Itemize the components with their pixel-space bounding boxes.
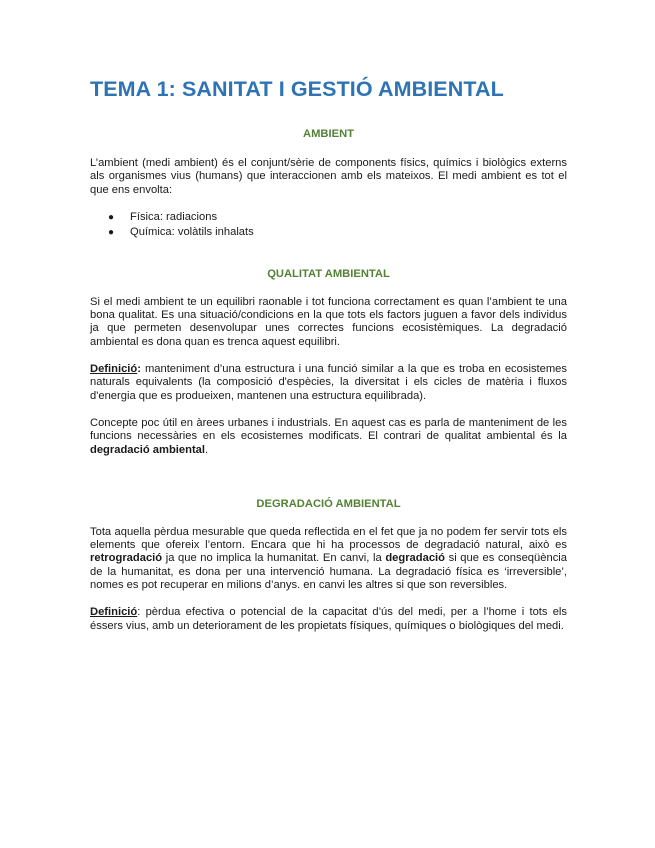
section-heading-degradacio: DEGRADACIÓ AMBIENTAL xyxy=(256,497,401,510)
qualitat-paragraph: Si el medi ambient te un equilibri raonable i tot funciona correctament es quan l’ambient te una bona qualitat. Es una situació/condicions en la que tots els factors juguen a favor dels individus ja que permeten desenvolupar unes correctes funcions ecosistèmiques. La degradació ambiental es dona quan es trenca aquest equilibri. xyxy=(90,295,567,348)
ambient-bullet-list xyxy=(90,210,567,241)
definition-text: manteniment d’una estructura i una funció similar a la que es troba en ecosistemes naturals equivalents (la composició d'espècies, la diversitat i els cicles de matèria i fluxos d'energia que es produeixen, mantenen una estructura equilibrada). xyxy=(90,363,567,402)
paragraph-text: Concepte poc útil en àrees urbanes i industrials. En aquest cas es parla de manteniment de les funcions necessàries en els ecosistemes modificats. El contrari de qualitat ambiental és la xyxy=(90,416,567,443)
definition-label: Definició xyxy=(90,606,138,619)
definition-text: : pèrdua efectiva o potencial de la capacitat d’ús del medi, per a l’home i tots els éssers vius, amb un deteriorament de les propietats físiques, químiques o biològiques del medi. xyxy=(90,606,567,632)
list-item xyxy=(108,225,567,241)
section-heading-ambient: AMBIENT xyxy=(303,128,354,140)
list-item-text: Física: radiacions xyxy=(130,210,218,223)
page-title: TEMA 1: SANITAT I GESTIÓ AMBIENTAL xyxy=(90,77,504,101)
definition-colon: : xyxy=(137,363,141,376)
paragraph-text-end: . xyxy=(205,443,209,456)
bullet-icon: ● xyxy=(108,227,115,239)
ambient-paragraph: L’ambient (medi ambient) és el conjunt/sèrie de components físics, químics i biològics externs als organismes vius (humans) que interaccionen amb els mateixos. El medi ambient es tot el que ens envolta: xyxy=(90,157,567,196)
paragraph-text: ja que no implica la humanitat. En canvi, la xyxy=(162,552,386,565)
definition-label: Definició xyxy=(90,363,138,376)
bold-term: degradació xyxy=(385,552,445,565)
degradacio-paragraph xyxy=(90,526,567,592)
bold-term: retrogradació xyxy=(90,552,163,565)
section-heading-qualitat: QUALITAT AMBIENTAL xyxy=(267,267,390,280)
degradacio-definition xyxy=(90,606,567,633)
list-item xyxy=(108,210,567,226)
qualitat-urban-paragraph xyxy=(90,417,567,457)
list-item-text: Química: volàtils inhalats xyxy=(130,226,254,239)
paragraph-text: Tota aquella pèrdua mesurable que queda reflectida en el fet que ja no podem fer servir tots els elements que ofereix l’entorn. Encara que hi ha processos de degradació natural, això es xyxy=(90,525,567,552)
paragraph-text: si que es conseqüència de la humanitat, es dona per una intervenció humana. La degradació física es ‘irreversible’, nomes es pot recuperar en milions d’anys. en canvi les altres si que son reversibles. xyxy=(90,552,567,592)
bold-term: degradació ambiental xyxy=(90,443,206,456)
qualitat-definition xyxy=(90,363,567,403)
bullet-icon: ● xyxy=(108,211,115,223)
